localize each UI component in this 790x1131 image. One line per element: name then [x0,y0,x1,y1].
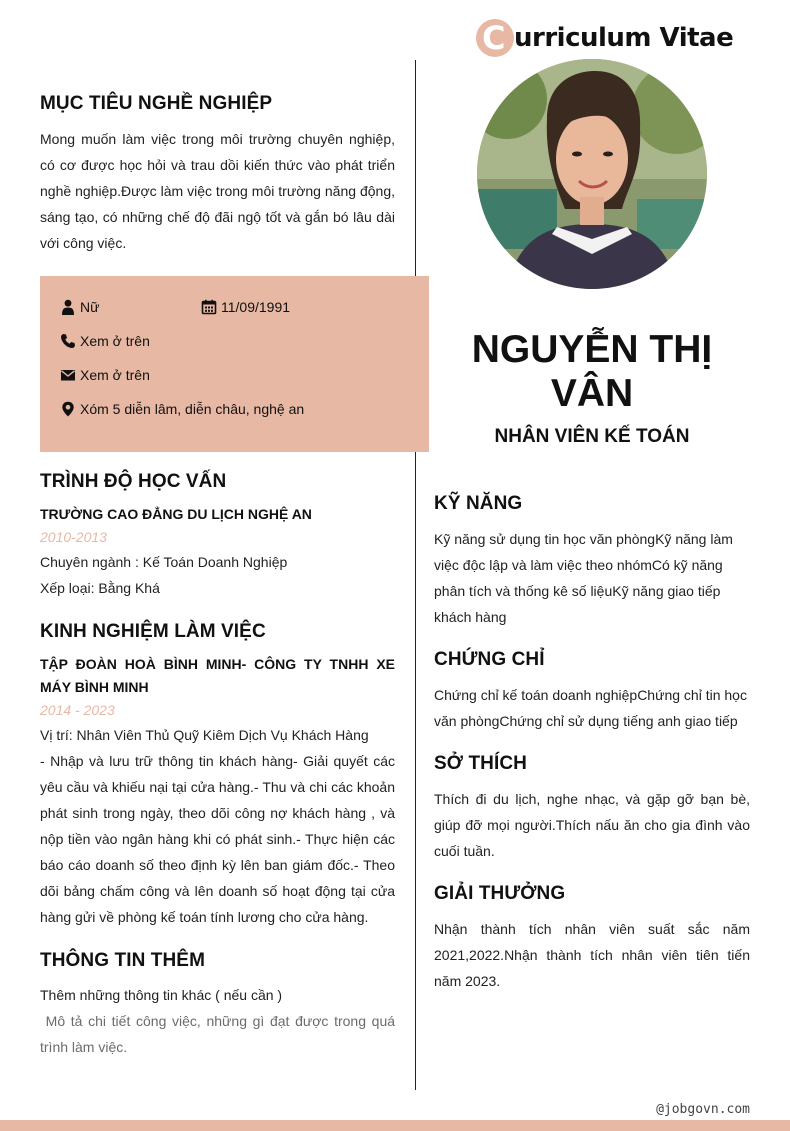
personal-info-box [40,276,429,452]
phone-item [60,333,150,349]
additional-line-2: Mô tả chi tiết công việc, những gì đạt được trong quá trình làm việc. [40,1013,399,1055]
logo-text: urriculum Vitae [514,23,734,53]
name-line-2: VÂN [550,372,634,415]
gender-value: Nữ [80,299,100,315]
hobbies-heading: SỞ THÍCH [434,753,528,774]
footer-bar [0,1120,790,1131]
address-value: Xóm 5 diễn lâm, diễn châu, nghệ an [80,401,305,417]
objective-text: Mong muốn làm việc trong môi trường chuyên nghiệp, có cơ được học hỏi và trau dồi kiến thức vào phát triển nghề nghiệp.Được làm việc trong môi trường năng động, sáng tạo, có những chế độ đãi ngộ tốt và gắn bó lâu dài với công việc. [40,131,395,251]
cv-logo [476,18,736,58]
calendar-icon [201,299,217,315]
footer-watermark: @jobgovn.com [656,1102,750,1117]
education-school: TRƯỜNG CAO ĐẲNG DU LỊCH NGHỆ AN [40,506,312,522]
education-major: Chuyên ngành : Kế Toán Doanh Nghiệp [40,554,288,570]
envelope-icon [60,367,76,383]
email-value: Xem ở trên [80,367,150,383]
name-line-1: NGUYỄN THỊ [471,328,713,371]
experience-heading: KINH NGHIỆM LÀM VIỆC [40,621,266,642]
hobbies-text: Thích đi du lịch, nghe nhạc, và gặp gỡ bạn bè, giúp đỡ mọi người.Thích nấu ăn cho gia đình vào cuối tuần. [434,791,750,859]
experience-position: Vị trí: Nhân Viên Thủ Quỹ Kiêm Dịch Vụ Khách Hàng [40,727,369,743]
experience-description: - Nhập và lưu trữ thông tin khách hàng- Giải quyết các yêu cầu và khiếu nại tại cửa hàng.- Thu và chi các khoản phát sinh trong ngày, theo dõi công nợ khách hàng , và nộp tiền vào ngân hàng khi có phát sinh.- Thực hiện các báo cáo doanh số theo định kỳ lên ban giám đốc.- Theo dõi bảng chấm công và lên doanh số hoạt động tại cửa hàng gửi về phòng kế toán tính lương cho cửa hàng. [40,753,395,925]
email-item [60,367,150,383]
birthdate-value: 11/09/1991 [221,299,291,315]
skills-text: Kỹ năng sử dụng tin học văn phòngKỹ năng làm việc độc lập và làm việc theo nhómCó kỹ năng phân tích và thống kê số liệuKỹ năng giao tiếp khách hàng [434,531,733,625]
education-period: 2010-2013 [40,529,107,545]
logo-first-letter: C [482,19,506,57]
additional-heading: THÔNG TIN THÊM [40,950,205,971]
person-icon [60,299,76,315]
education-grade: Xếp loại: Bằng Khá [40,580,160,596]
phone-value: Xem ở trên [80,333,150,349]
objective-heading: MỤC TIÊU NGHỀ NGHIỆP [40,93,273,114]
profile-photo-image [477,59,707,289]
education-heading: TRÌNH ĐỘ HỌC VẤN [40,471,227,492]
location-pin-icon [60,401,76,417]
experience-period: 2014 - 2023 [40,702,115,718]
birthdate-item [201,299,290,315]
gender-item [60,299,99,315]
column-divider [415,60,416,1090]
candidate-name [440,328,744,416]
awards-text: Nhận thành tích nhân viên suất sắc năm 2021,2022.Nhận thành tích nhân viên tiên tiến năm 2023. [434,921,750,989]
additional-line-1: Thêm những thông tin khác ( nếu cần ) [40,987,283,1003]
phone-icon [60,333,76,349]
address-item [60,401,304,417]
profile-photo [477,59,707,289]
awards-heading: GIẢI THƯỞNG [434,883,566,904]
experience-company: TẬP ĐOÀN HOÀ BÌNH MINH- CÔNG TY TNHH XE MÁY BÌNH MINH [40,656,395,695]
certificates-text: Chứng chỉ kế toán doanh nghiệpChứng chỉ tin học văn phòngChứng chỉ sử dụng tiếng anh giao tiếp [434,687,747,729]
skills-heading: KỸ NĂNG [434,493,523,514]
job-title: NHÂN VIÊN KẾ TOÁN [494,426,690,447]
certificates-heading: CHỨNG CHỈ [434,649,545,670]
